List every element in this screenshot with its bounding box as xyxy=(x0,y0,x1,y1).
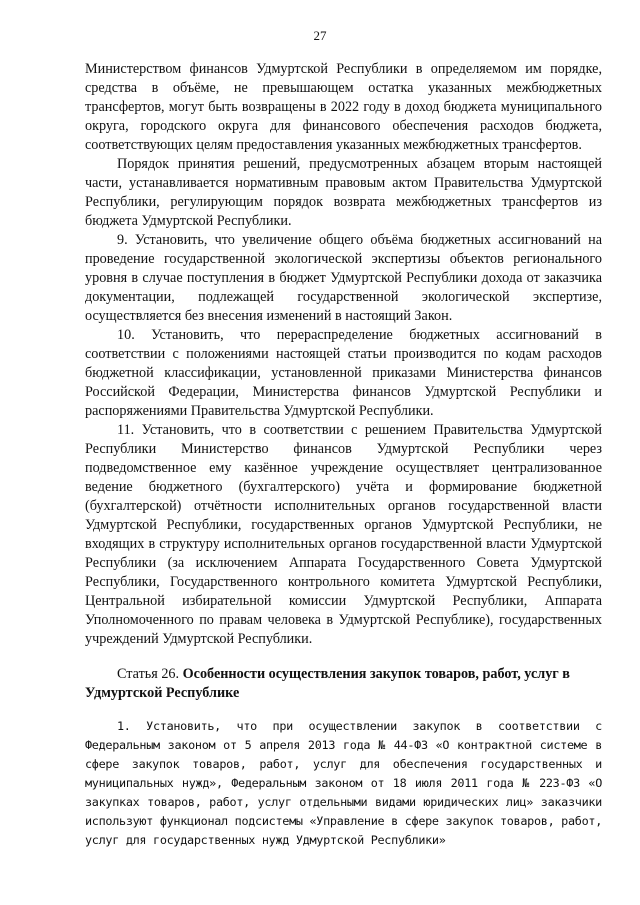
article-paragraph-1: 1. Установить, что при осуществлении закупок в соответствии с Федеральным законом от 5 апреля 2013 года № 44-ФЗ «О контрактной системе в сфере закупок товаров, работ, услуг для обеспечения государственных и муниципальных нужд», Федеральным законом от 18 июля 2011 года № 223-ФЗ «О закупках товаров, работ, услуг отдельными видами юридических лиц» заказчики используют функционал подсистемы «Управление в сфере закупок товаров, работ, услуг для государственных нужд Удмуртской Республики» xyxy=(85,719,602,847)
page-number: 27 xyxy=(313,28,327,43)
article-heading xyxy=(85,665,602,703)
article-title: Особенности осуществления закупок товаров, работ, услуг в Удмуртской Республике xyxy=(85,666,570,701)
article-label: Статья 26. xyxy=(117,666,180,682)
paragraph-decision-procedure: Порядок принятия решений, предусмотренных абзацем вторым настоящей части, устанавливается нормативным правовым актом Правительства Удмуртской Республики, регулирующим порядок возврата межбюджетных трансфертов из бюджета Удмуртской Республики. xyxy=(85,156,602,229)
paragraph-item-10: 10. Установить, что перераспределение бюджетных ассигнований в соответствии с положениями настоящей статьи производится по кодам расходов бюджетной классификации, установленной приказами Министерства финансов Российской Федерации, Министерства финансов Удмуртской Республики и распоряжениями Правительства Удмуртской Республики. xyxy=(85,327,602,419)
section-spacer xyxy=(85,703,602,717)
paragraph-item-9: 9. Установить, что увеличение общего объёма бюджетных ассигнований на проведение государственной экологической экспертизы объектов регионального уровня в случае поступления в бюджет Удмуртской Республики дохода от заказчика документации, подлежащей государственной экологической экспертизе, осуществляется без внесения изменений в настоящий Закон. xyxy=(85,232,602,324)
section-spacer xyxy=(85,649,602,665)
paragraph-item-11: 11. Установить, что в соответствии с решением Правительства Удмуртской Республики Министерство финансов Удмуртской Республики через подведомственное ему казённое учреждение осуществляет централизованное ведение бюджетного (бухгалтерского) учёта и формирование бюджетной (бухгалтерской) отчётности исполнительных органов государственной власти Удмуртской Республики, государственных органов Удмуртской Республики, не входящих в структуру исполнительных органов государственной власти Удмуртской Республики (за исключением Аппарата Государственного Совета Удмуртской Республики, Государственного контрольного комитета Удмуртской Республики, Центральной избирательной комиссии Удмуртской Республики, Аппарата Уполномоченного по правам человека в Удмуртской Республике), государственных учреждений Удмуртской Республики. xyxy=(85,422,602,647)
document-body xyxy=(85,60,602,850)
paragraph-continuation: Министерством финансов Удмуртской Республики в определяемом им порядке, средства в объёме, не превышающем остатка указанных межбюджетных трансфертов, могут быть возвращены в 2022 году в доход бюджета муниципального округа, городского округа для финансового обеспечения расходов бюджета, соответствующих целям предоставления указанных межбюджетных трансфертов. xyxy=(85,61,602,153)
